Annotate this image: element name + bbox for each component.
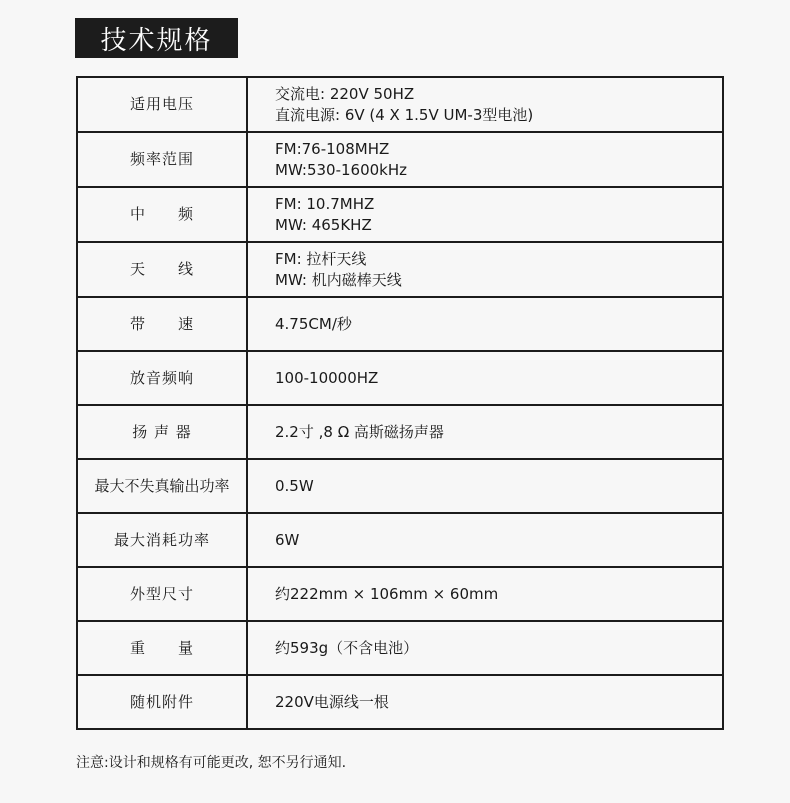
spec-value bbox=[247, 513, 723, 567]
spec-value-line: 220V电源线一根 bbox=[275, 692, 389, 711]
spec-value bbox=[247, 351, 723, 405]
spec-label: 带 速 bbox=[77, 297, 247, 351]
spec-value bbox=[247, 621, 723, 675]
spec-value-line: 约222mm × 106mm × 60mm bbox=[275, 584, 499, 603]
table-row bbox=[77, 297, 723, 351]
spec-label: 外型尺寸 bbox=[77, 567, 247, 621]
spec-value bbox=[247, 297, 723, 351]
table-row bbox=[77, 675, 723, 729]
spec-value-line: 交流电: 220V 50HZ bbox=[275, 84, 415, 103]
spec-value bbox=[247, 675, 723, 729]
spec-label: 放音频响 bbox=[77, 351, 247, 405]
spec-label: 适用电压 bbox=[77, 77, 247, 132]
spec-value-line: 2.2寸 ,8 Ω 高斯磁扬声器 bbox=[275, 422, 444, 441]
table-row bbox=[77, 187, 723, 242]
spec-value bbox=[247, 77, 723, 132]
table-row bbox=[77, 242, 723, 297]
table-row bbox=[77, 351, 723, 405]
spec-label: 天 线 bbox=[77, 242, 247, 297]
spec-value bbox=[247, 132, 723, 187]
footnote: 注意:设计和规格有可能更改, 恕不另行通知. bbox=[76, 755, 347, 771]
spec-value-line: FM: 10.7MHZ bbox=[275, 194, 375, 213]
table-row bbox=[77, 132, 723, 187]
table-row bbox=[77, 77, 723, 132]
spec-value bbox=[247, 405, 723, 459]
spec-label: 重 量 bbox=[77, 621, 247, 675]
table-row bbox=[77, 459, 723, 513]
spec-value-line: MW:530-1600kHz bbox=[275, 160, 408, 179]
spec-table bbox=[76, 76, 724, 730]
spec-value-line: 4.75CM/秒 bbox=[275, 314, 352, 333]
spec-value bbox=[247, 242, 723, 297]
spec-label: 频率范围 bbox=[77, 132, 247, 187]
spec-label: 随机附件 bbox=[77, 675, 247, 729]
spec-value-line: MW: 465KHZ bbox=[275, 215, 372, 234]
table-row bbox=[77, 405, 723, 459]
table-row bbox=[77, 567, 723, 621]
spec-label: 扬 声 器 bbox=[77, 405, 247, 459]
spec-value-line: FM:76-108MHZ bbox=[275, 139, 390, 158]
spec-label: 最大消耗功率 bbox=[77, 513, 247, 567]
section-title: 技术规格 bbox=[75, 18, 238, 58]
spec-value-line: 直流电源: 6V (4 X 1.5V UM-3型电池) bbox=[275, 105, 534, 124]
spec-value-line: FM: 拉杆天线 bbox=[275, 249, 367, 268]
spec-value bbox=[247, 459, 723, 513]
spec-value-line: 100-10000HZ bbox=[275, 368, 379, 387]
spec-value-line: 6W bbox=[275, 530, 300, 549]
spec-label: 中 频 bbox=[77, 187, 247, 242]
spec-value-line: 0.5W bbox=[275, 476, 314, 495]
table-row bbox=[77, 621, 723, 675]
spec-value bbox=[247, 187, 723, 242]
spec-value bbox=[247, 567, 723, 621]
spec-value-line: MW: 机内磁棒天线 bbox=[275, 270, 402, 289]
spec-value-line: 约593g（不含电池） bbox=[275, 638, 419, 657]
table-row bbox=[77, 513, 723, 567]
spec-label: 最大不失真输出功率 bbox=[77, 459, 247, 513]
